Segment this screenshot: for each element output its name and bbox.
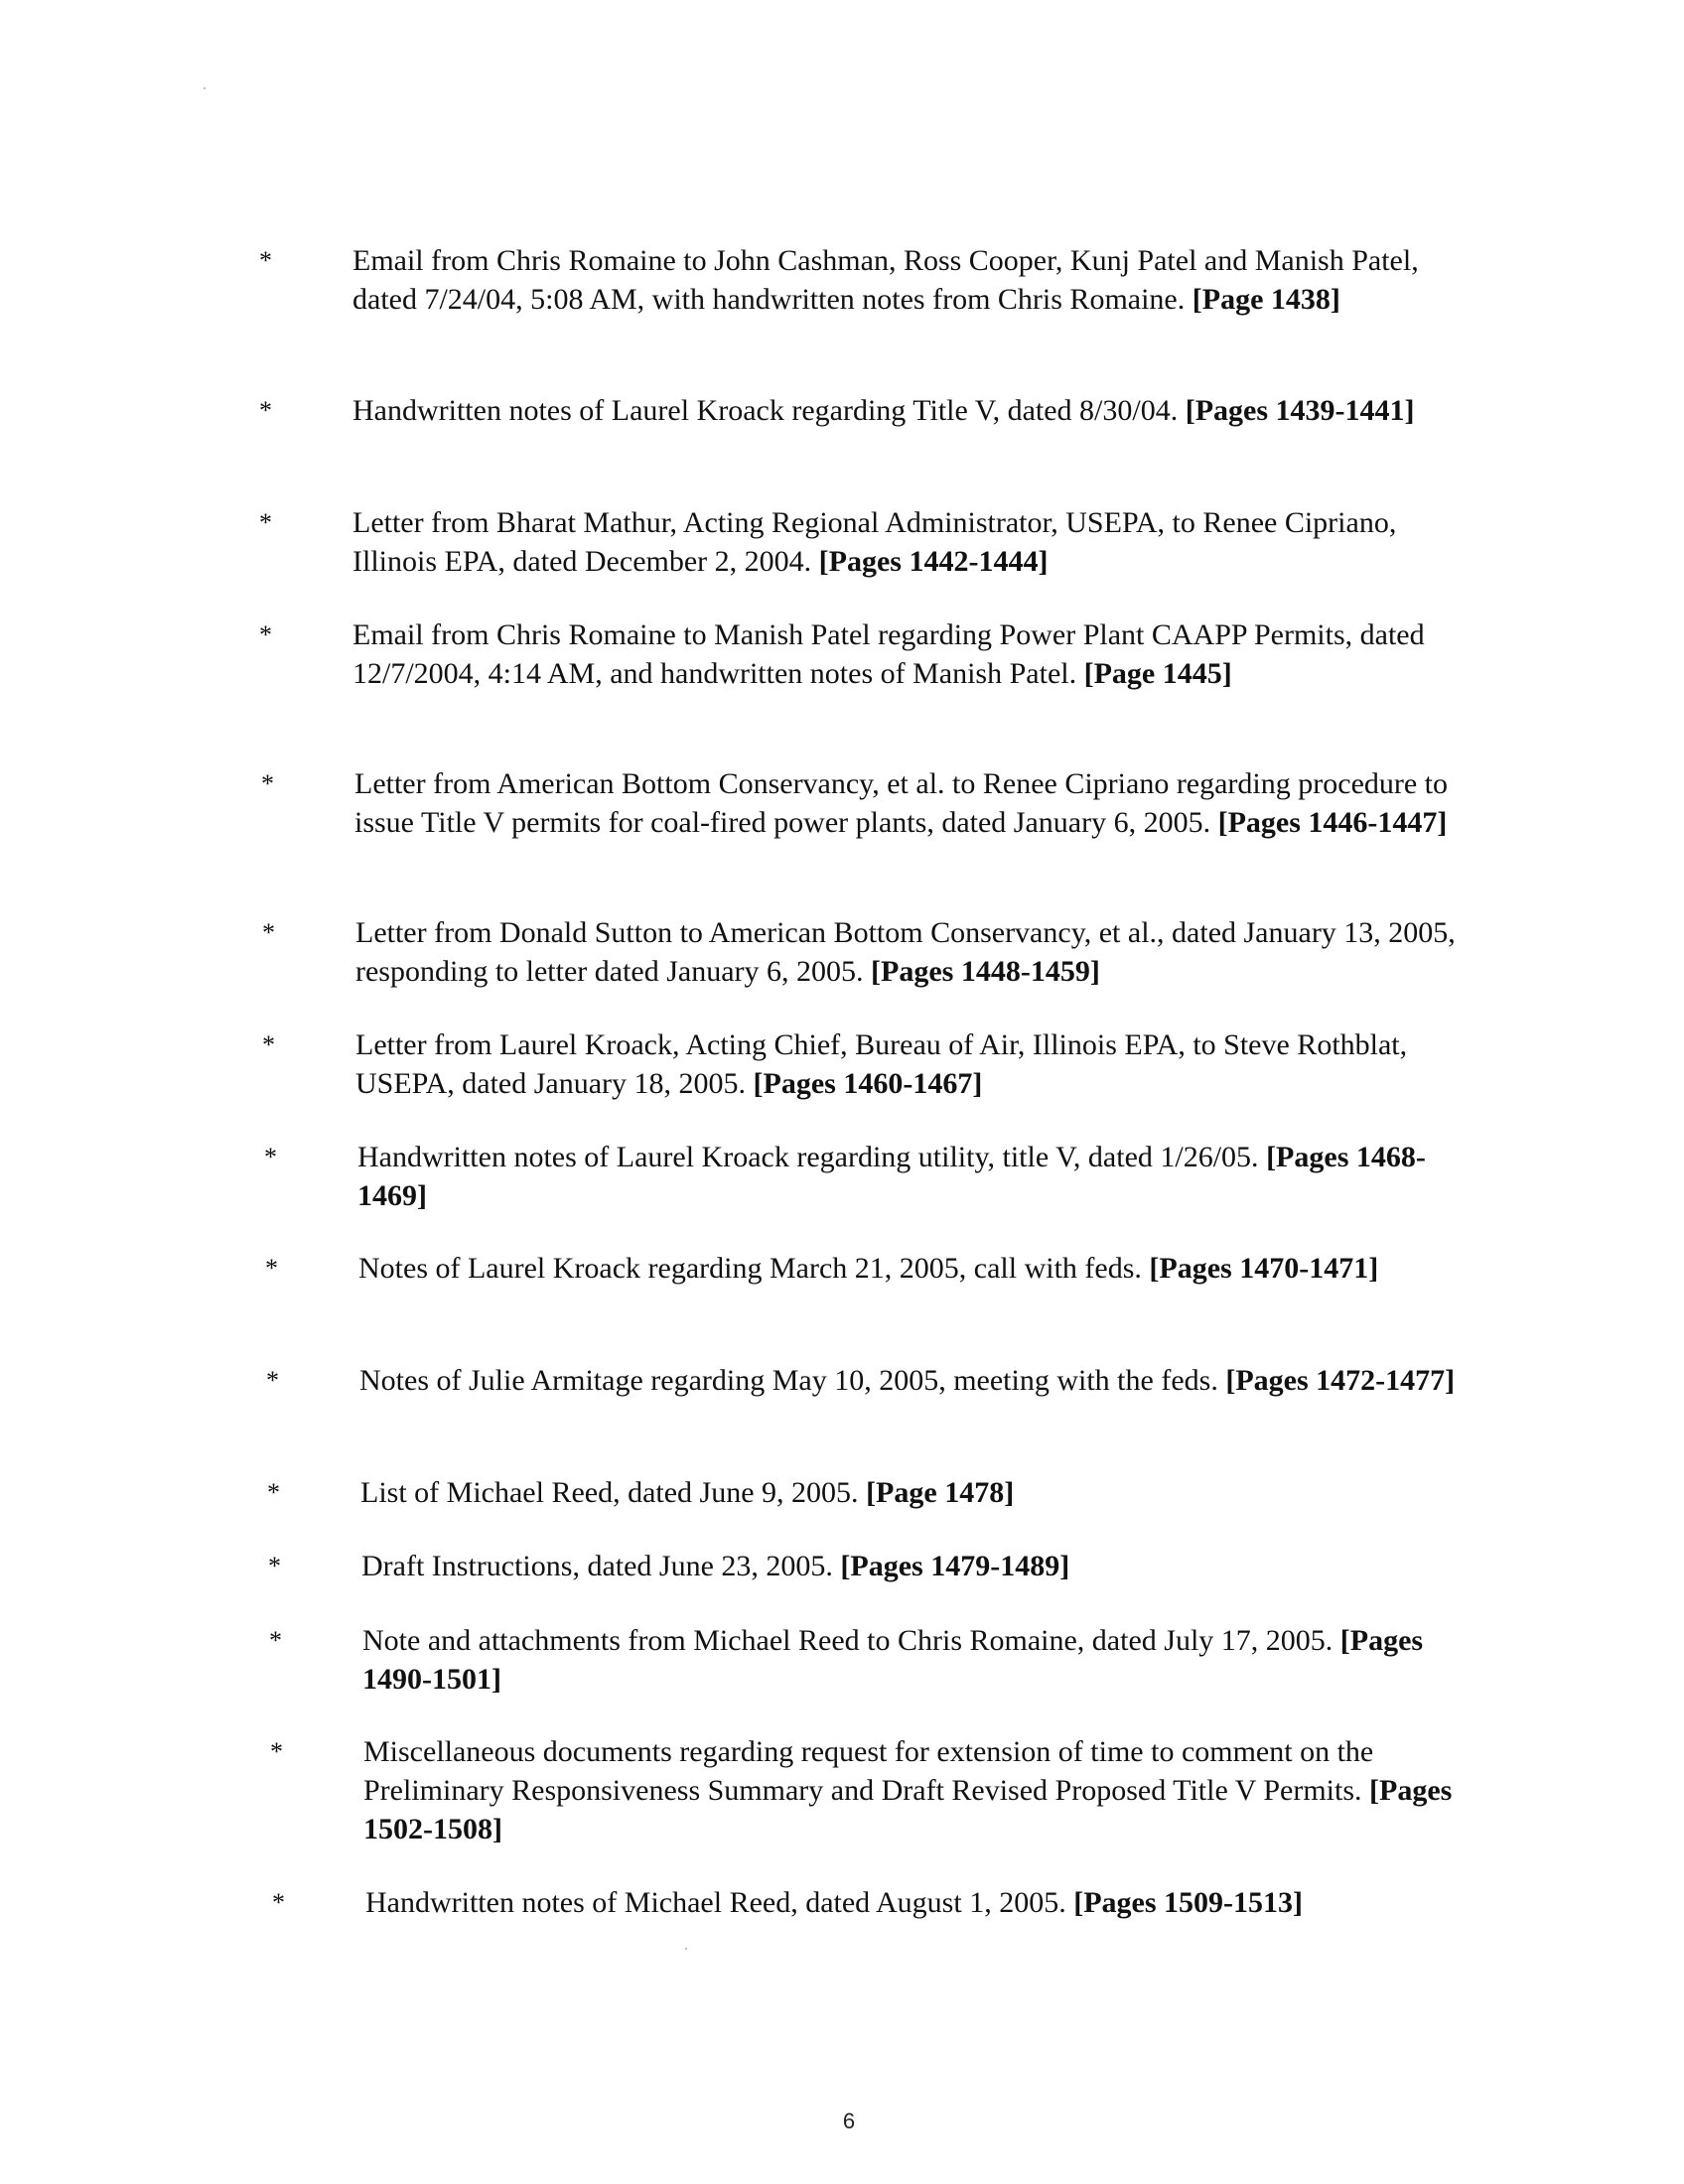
entry-text: Miscellaneous documents regarding request for extension of time to comment on the Preliminary Responsiveness Summary and Draft Revised Proposed Title V Permits. xyxy=(363,1735,1374,1807)
list-item xyxy=(269,1621,1465,1699)
bullet-asterisk: * xyxy=(259,620,272,649)
page-reference: [Pages 1490-1501] xyxy=(362,1624,1424,1696)
list-item xyxy=(259,391,1455,430)
entry-text: Letter from American Bottom Conservancy, et al. to Renee Cipriano regarding procedure to issue Title V permits for coal-fired power plants, dated January 6, 2005. xyxy=(354,767,1449,839)
page-reference: [Pages 1479-1489] xyxy=(840,1550,1070,1582)
entry-text: Letter from Laurel Kroack, Acting Chief, Bureau of Air, Illinois EPA, to Steve Rothblat, USEPA, dated January 18, 2005. xyxy=(355,1028,1408,1100)
entry-text: Handwritten notes of Laurel Kroack regarding Title V, dated 8/30/04. xyxy=(352,394,1186,427)
list-item xyxy=(268,1547,1464,1585)
entry-text: Notes of Julie Armitage regarding May 10, 2005, meeting with the feds. xyxy=(359,1364,1226,1397)
bullet-asterisk: * xyxy=(261,769,274,798)
page-reference: [Pages 1472-1477] xyxy=(1225,1364,1456,1397)
bullet-asterisk: * xyxy=(262,1030,275,1059)
page-reference: [Pages 1439-1441] xyxy=(1185,394,1415,427)
list-item xyxy=(265,1249,1461,1288)
bullet-asterisk: * xyxy=(268,1552,281,1580)
bullet-asterisk: * xyxy=(269,1626,282,1655)
list-item xyxy=(270,1732,1466,1848)
bullet-asterisk: * xyxy=(264,1143,277,1171)
list-item xyxy=(264,1138,1460,1215)
entry-text: Letter from Bharat Mathur, Acting Regional Administrator, USEPA, to Renee Cipriano, Illinois EPA, dated December 2, 2004. xyxy=(352,506,1397,578)
list-item xyxy=(262,913,1458,991)
entry-text: Note and attachments from Michael Reed to Chris Romaine, dated July 17, 2005. xyxy=(362,1624,1340,1657)
page-reference: [Page 1478] xyxy=(866,1476,1015,1509)
list-item xyxy=(259,615,1455,693)
bullet-asterisk: * xyxy=(265,1254,278,1283)
entry-text: Email from Chris Romaine to Manish Patel regarding Power Plant CAAPP Permits, dated 12/7/2004, 4:14 AM, and handwritten notes of Manish Patel. xyxy=(352,618,1425,690)
list-item xyxy=(259,503,1455,581)
scan-speck xyxy=(204,87,206,89)
bullet-asterisk: * xyxy=(259,508,272,537)
page-reference: [Pages 1509-1513] xyxy=(1073,1886,1303,1919)
bullet-asterisk: * xyxy=(266,1366,279,1395)
page-reference: [Pages 1448-1459] xyxy=(871,955,1100,988)
list-item xyxy=(262,1025,1458,1103)
bullet-asterisk: * xyxy=(259,246,272,275)
entry-text: List of Michael Reed, dated June 9, 2005. xyxy=(360,1476,867,1509)
list-item xyxy=(261,764,1457,842)
list-item xyxy=(267,1473,1463,1512)
bullet-asterisk: * xyxy=(272,1888,285,1917)
entry-text: Handwritten notes of Laurel Kroack regarding utility, title V, dated 1/26/05. xyxy=(357,1141,1267,1173)
list-item xyxy=(272,1883,1468,1922)
bullet-asterisk: * xyxy=(267,1478,280,1507)
list-item xyxy=(259,241,1455,319)
page-reference: [Pages 1468-1469] xyxy=(357,1141,1426,1212)
page-reference: [Pages 1502-1508] xyxy=(363,1774,1453,1845)
scan-speck xyxy=(685,1948,687,1950)
page-reference: [Pages 1442-1444] xyxy=(818,545,1049,578)
bullet-asterisk: * xyxy=(262,918,275,947)
page-reference: [Pages 1446-1447] xyxy=(1217,806,1448,839)
entry-text: Email from Chris Romaine to John Cashman, Ross Cooper, Kunj Patel and Manish Patel, dated 7/24/04, 5:08 AM, with handwritten notes from Chris Romaine. xyxy=(352,244,1419,316)
page-reference: [Pages 1470-1471] xyxy=(1149,1252,1379,1285)
entry-text: Handwritten notes of Michael Reed, dated August 1, 2005. xyxy=(365,1886,1074,1919)
entry-text: Notes of Laurel Kroack regarding March 21, 2005, call with feds. xyxy=(358,1252,1150,1285)
bullet-asterisk: * xyxy=(270,1737,283,1766)
entry-text: Letter from Donald Sutton to American Bottom Conservancy, et al., dated January 13, 2005, responding to letter dated January 6, 2005. xyxy=(355,916,1456,988)
entry-text: Draft Instructions, dated June 23, 2005. xyxy=(361,1550,841,1582)
bullet-asterisk: * xyxy=(259,396,272,425)
page-number: 6 xyxy=(842,2109,856,2133)
page-reference: [Page 1445] xyxy=(1083,657,1232,690)
list-item xyxy=(266,1361,1462,1400)
page-reference: [Pages 1460-1467] xyxy=(753,1067,983,1100)
page-reference: [Page 1438] xyxy=(1192,283,1340,316)
